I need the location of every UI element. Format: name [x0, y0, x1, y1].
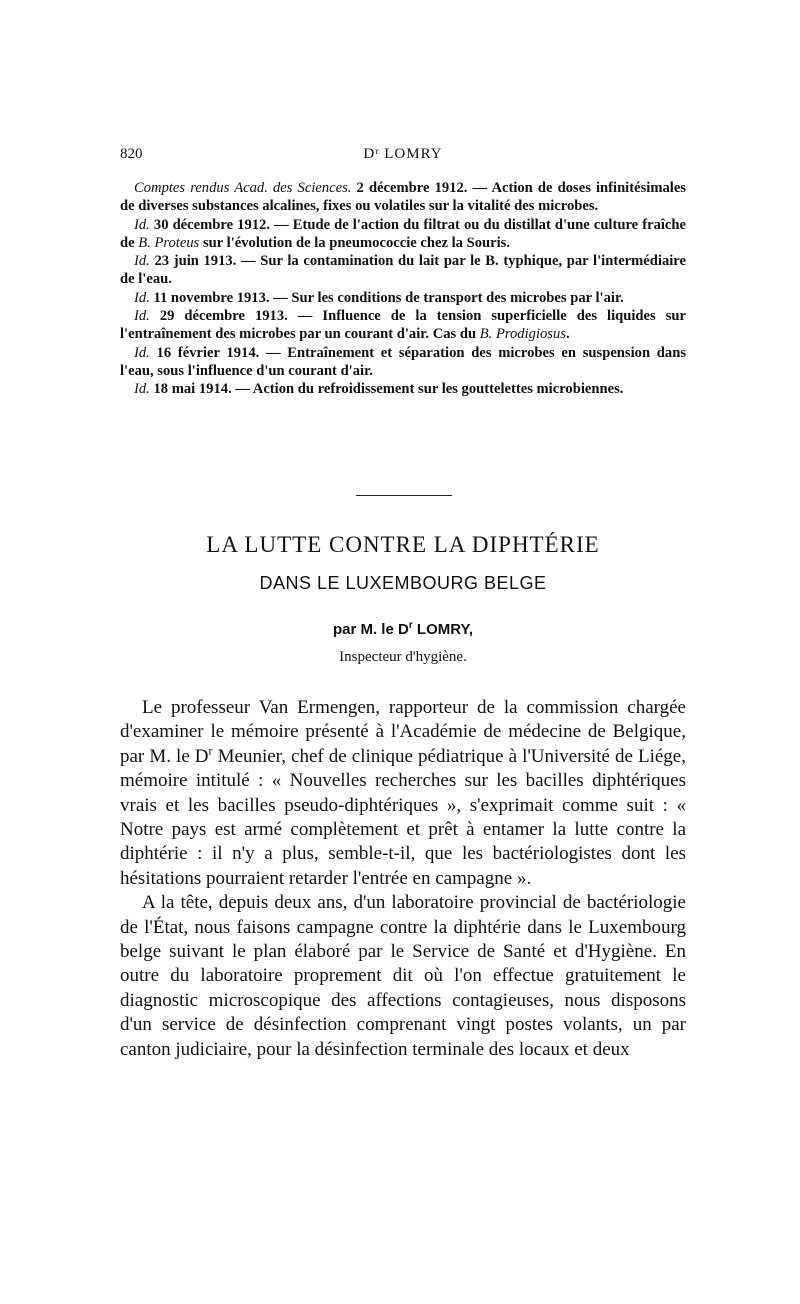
reference-item	[120, 380, 686, 398]
paragraph-text: Meunier, chef de clinique pédiatrique à l'Université de Liége, mémoire intitulé : « Nouvelles recherches sur les bacilles diphtériques vrais et les bacilles pseudo-diphtériques », s'exprimait comme suit : « Notre pays est armé complètement et prêt à entamer la lutte contre la diphtérie : il n'y a plus, semble-t-il, que les bactériologistes dont les hésitations pourraient retarder l'entrée en campagne ».	[120, 745, 686, 889]
body-paragraph: A la tête, depuis deux ans, d'un laboratoire provincial de bactériologie de l'État, nous faisons campagne contre la diphtérie dans le Luxembourg belge suivant le plan élaboré par le Service de Santé et d'Hygiène. En outre du laboratoire proprement dit où l'on effectue gratuitement le diagnostic microscopique des affections contagieuses, nous disposons d'un service de désinfection comprenant vingt postes volants, un par canton judiciaire, pour la désinfection terminale des locaux et deux	[120, 892, 686, 1060]
page-number: 820	[120, 146, 143, 162]
reference-text: 2 décembre 1912. — Action de doses infinitésimales de diverses substances alcalines, fixes ou volatiles sur la vitalité des microbes.	[120, 180, 686, 215]
author-role: Inspecteur d'hygiène.	[339, 649, 467, 665]
reference-text: 18 mai 1914. — Action du refroidissement sur les gouttelettes microbiennes.	[149, 381, 624, 398]
reference-item	[120, 216, 686, 253]
reference-text: 23 juin 1913. — Sur la contamination du lait par le B. typhique, par l'intermédiaire de l'eau.	[120, 253, 686, 288]
reference-source: Id.	[134, 381, 150, 398]
superscript: r	[208, 743, 213, 758]
article-subtitle: DANS LE LUXEMBOURG BELGE	[259, 573, 547, 593]
reference-item	[120, 344, 686, 381]
reference-source: Id.	[134, 344, 150, 361]
reference-species: B. Proteus	[138, 234, 200, 251]
reference-text-tail: .	[565, 326, 570, 343]
reference-text: 16 février 1914. — Entraînement et séparation des microbes en suspension dans l'eau, sous l'influence d'un courant d'air.	[120, 344, 686, 379]
running-header	[120, 146, 686, 166]
article-title: LA LUTTE CONTRE LA DIPHTÉRIE	[206, 532, 600, 557]
reference-species: B. Prodigiosus	[479, 326, 566, 343]
body-paragraph	[120, 696, 686, 891]
reference-source: Id.	[134, 289, 150, 306]
reference-item	[120, 289, 686, 307]
article-body	[120, 696, 686, 1062]
byline-prefix: par M. le D	[332, 621, 409, 638]
reference-text-tail: sur l'évolution de la pneumococcie chez la Souris.	[199, 234, 510, 251]
reference-source: Id.	[134, 308, 150, 325]
reference-text: 29 décembre 1913. — Influence de la tension superficielle des liquides sur l'entraînement des microbes par un courant d'air. Cas du	[120, 308, 686, 343]
section-divider	[356, 495, 452, 496]
reference-source: Id.	[134, 253, 150, 270]
reference-item	[120, 252, 686, 289]
reference-source: Id.	[134, 216, 150, 233]
reference-source: Comptes rendus Acad. des Sciences.	[134, 180, 352, 196]
reference-item	[120, 179, 686, 216]
reference-list	[120, 179, 686, 399]
paragraph-text: Le professeur Van Ermengen, rapporteur de la commission chargée d'examiner le mémoire présenté à l'Académie de médecine de Belgique, par M. le D	[120, 697, 686, 767]
byline	[120, 620, 686, 638]
running-title: Dʳ LOMRY	[363, 146, 443, 162]
byline-superscript: r	[408, 620, 413, 631]
reference-item	[120, 307, 686, 344]
reference-text: 30 décembre 1912. — Etude de l'action du filtrat ou du distillat d'une culture fraîche de	[120, 216, 686, 251]
author-name: LOMRY,	[412, 621, 474, 638]
reference-text: 11 novembre 1913. — Sur les conditions de transport des microbes par l'air.	[149, 289, 624, 306]
